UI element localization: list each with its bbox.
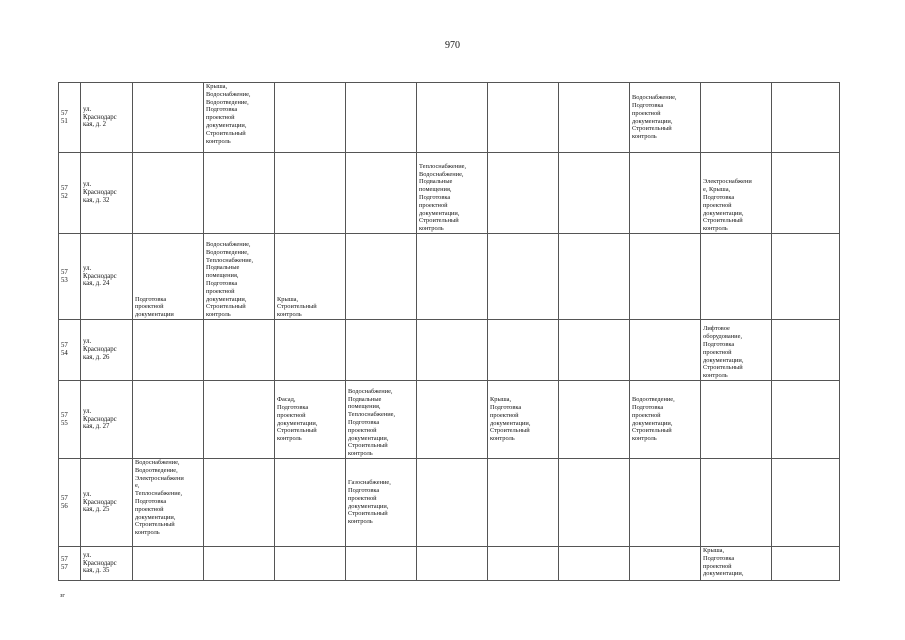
work-cell [701,547,772,581]
work-description: Лифтовое оборудование, Подготовка проектной документации, Строительный контроль [703,325,744,380]
work-description: Крыша, Подготовка проектной документации, Строительный контроль [490,396,531,443]
address-text: ул. Краснодарс кая, д. 24 [83,264,117,288]
work-cell [701,459,772,547]
table-row [59,459,840,547]
row-number-cell [59,234,81,320]
work-cell [346,381,417,459]
row-number: 57 55 [61,411,68,427]
row-number: 57 53 [61,268,68,284]
work-cell [772,547,840,581]
work-cell [204,320,275,381]
row-number: 57 52 [61,185,68,200]
work-cell [417,83,488,153]
row-number-cell [59,547,81,581]
work-cell [559,547,630,581]
work-cell [417,459,488,547]
work-cell [488,381,559,459]
work-description: Газоснабжение, Подготовка проектной документации, Строительный контроль [348,479,391,526]
work-cell [772,381,840,459]
work-description: Водоснабжение, Водоотведение, Теплоснабжение, Подвальные помещения, Подготовка проектной документации, Строительный контроль [206,241,254,319]
row-number-cell [59,83,81,153]
work-cell [133,381,204,459]
work-description: Водоснабжение, Водоотведение, Электроснабжени е, Теплоснабжение, Подготовка проектной документации, Строительный контроль [135,459,184,537]
row-number-cell [59,381,81,459]
work-cell [346,320,417,381]
work-cell [701,153,772,234]
work-cell [275,83,346,153]
page-number: 970 [445,40,460,51]
work-cell [559,320,630,381]
work-cell [275,547,346,581]
address-cell [81,153,133,234]
address-cell [81,547,133,581]
work-description: Водоснабжение, Подвальные помещения, Теплоснабжение, Подготовка проектной документации, Строительный контроль [348,387,396,458]
footer-mark: зг [60,593,65,599]
table-row [59,381,840,459]
work-cell [772,153,840,234]
work-cell [630,234,701,320]
work-description: Теплоснабжение, Водоснабжение, Подвальные помещения, Подготовка проектной документации, Строительный контроль [419,162,467,233]
work-cell [275,234,346,320]
work-cell [133,83,204,153]
work-cell [346,153,417,234]
work-cell [488,234,559,320]
work-cell [701,83,772,153]
address-cell [81,83,133,153]
work-cell [488,547,559,581]
table-row [59,547,840,581]
work-cell [630,547,701,581]
address-text: ул. Краснодарс кая, д. 26 [83,338,117,361]
work-cell [275,320,346,381]
work-cell [701,381,772,459]
work-cell [772,459,840,547]
address-cell [81,234,133,320]
work-cell [488,320,559,381]
table-row [59,153,840,234]
work-description: Фасад, Подготовка проектной документации, Строительный контроль [277,396,318,443]
table-row [59,234,840,320]
work-cell [559,153,630,234]
table-row [59,83,840,153]
address-cell [81,320,133,381]
work-cell [346,547,417,581]
work-cell [133,153,204,234]
work-cell [701,320,772,381]
work-description: Электроснабжени е, Крыша, Подготовка проектной документации, Строительный контроль [703,178,752,233]
work-cell [630,459,701,547]
work-cell [204,381,275,459]
work-cell [133,459,204,547]
work-description: Подготовка проектной документации [135,295,174,319]
work-cell [204,459,275,547]
work-cell [701,234,772,320]
work-cell [630,153,701,234]
work-cell [630,381,701,459]
table-row [59,320,840,381]
work-description: Водоснабжение, Подготовка проектной документации, Строительный контроль [632,94,677,141]
address-cell [81,381,133,459]
row-number: 57 51 [61,109,68,125]
address-text: ул. Краснодарс кая, д. 35 [83,551,117,575]
work-cell [204,234,275,320]
work-cell [204,153,275,234]
work-cell [417,234,488,320]
row-number-cell [59,320,81,381]
work-cell [488,459,559,547]
work-cell [204,547,275,581]
work-cell [488,83,559,153]
row-number-cell [59,153,81,234]
work-cell [559,381,630,459]
work-cell [204,83,275,153]
work-cell [346,83,417,153]
work-description: Водоотведение, Подготовка проектной документации, Строительный контроль [632,396,675,443]
work-cell [133,320,204,381]
work-cell [559,234,630,320]
work-cell [630,320,701,381]
work-cell [559,83,630,153]
address-text: ул. Краснодарс кая, д. 2 [83,105,117,129]
address-text: ул. Краснодарс кая, д. 27 [83,407,117,431]
address-text: ул. Краснодарс кая, д. 32 [83,181,117,204]
row-number: 57 54 [61,342,68,357]
work-cell [417,547,488,581]
row-number: 57 56 [61,494,68,510]
work-cell [417,153,488,234]
row-number: 57 57 [61,555,68,571]
work-cell [772,320,840,381]
address-text: ул. Краснодарс кая, д. 25 [83,490,117,514]
work-cell [346,459,417,547]
work-cell [275,381,346,459]
work-description: Крыша, Подготовка проектной документации, [703,547,744,578]
work-cell [488,153,559,234]
work-cell [772,234,840,320]
work-cell [559,459,630,547]
work-cell [417,381,488,459]
work-description: Крыша, Водоснабжение, Водоотведение, Подготовка проектной документации, Строительный контроль [206,83,251,145]
work-cell [417,320,488,381]
work-description: Крыша, Строительный контроль [277,295,317,319]
work-cell [275,459,346,547]
work-cell [133,547,204,581]
work-cell [275,153,346,234]
work-cell [630,83,701,153]
row-number-cell [59,459,81,547]
work-cell [133,234,204,320]
address-cell [81,459,133,547]
work-schedule-table [58,82,840,581]
work-cell [346,234,417,320]
work-cell [772,83,840,153]
